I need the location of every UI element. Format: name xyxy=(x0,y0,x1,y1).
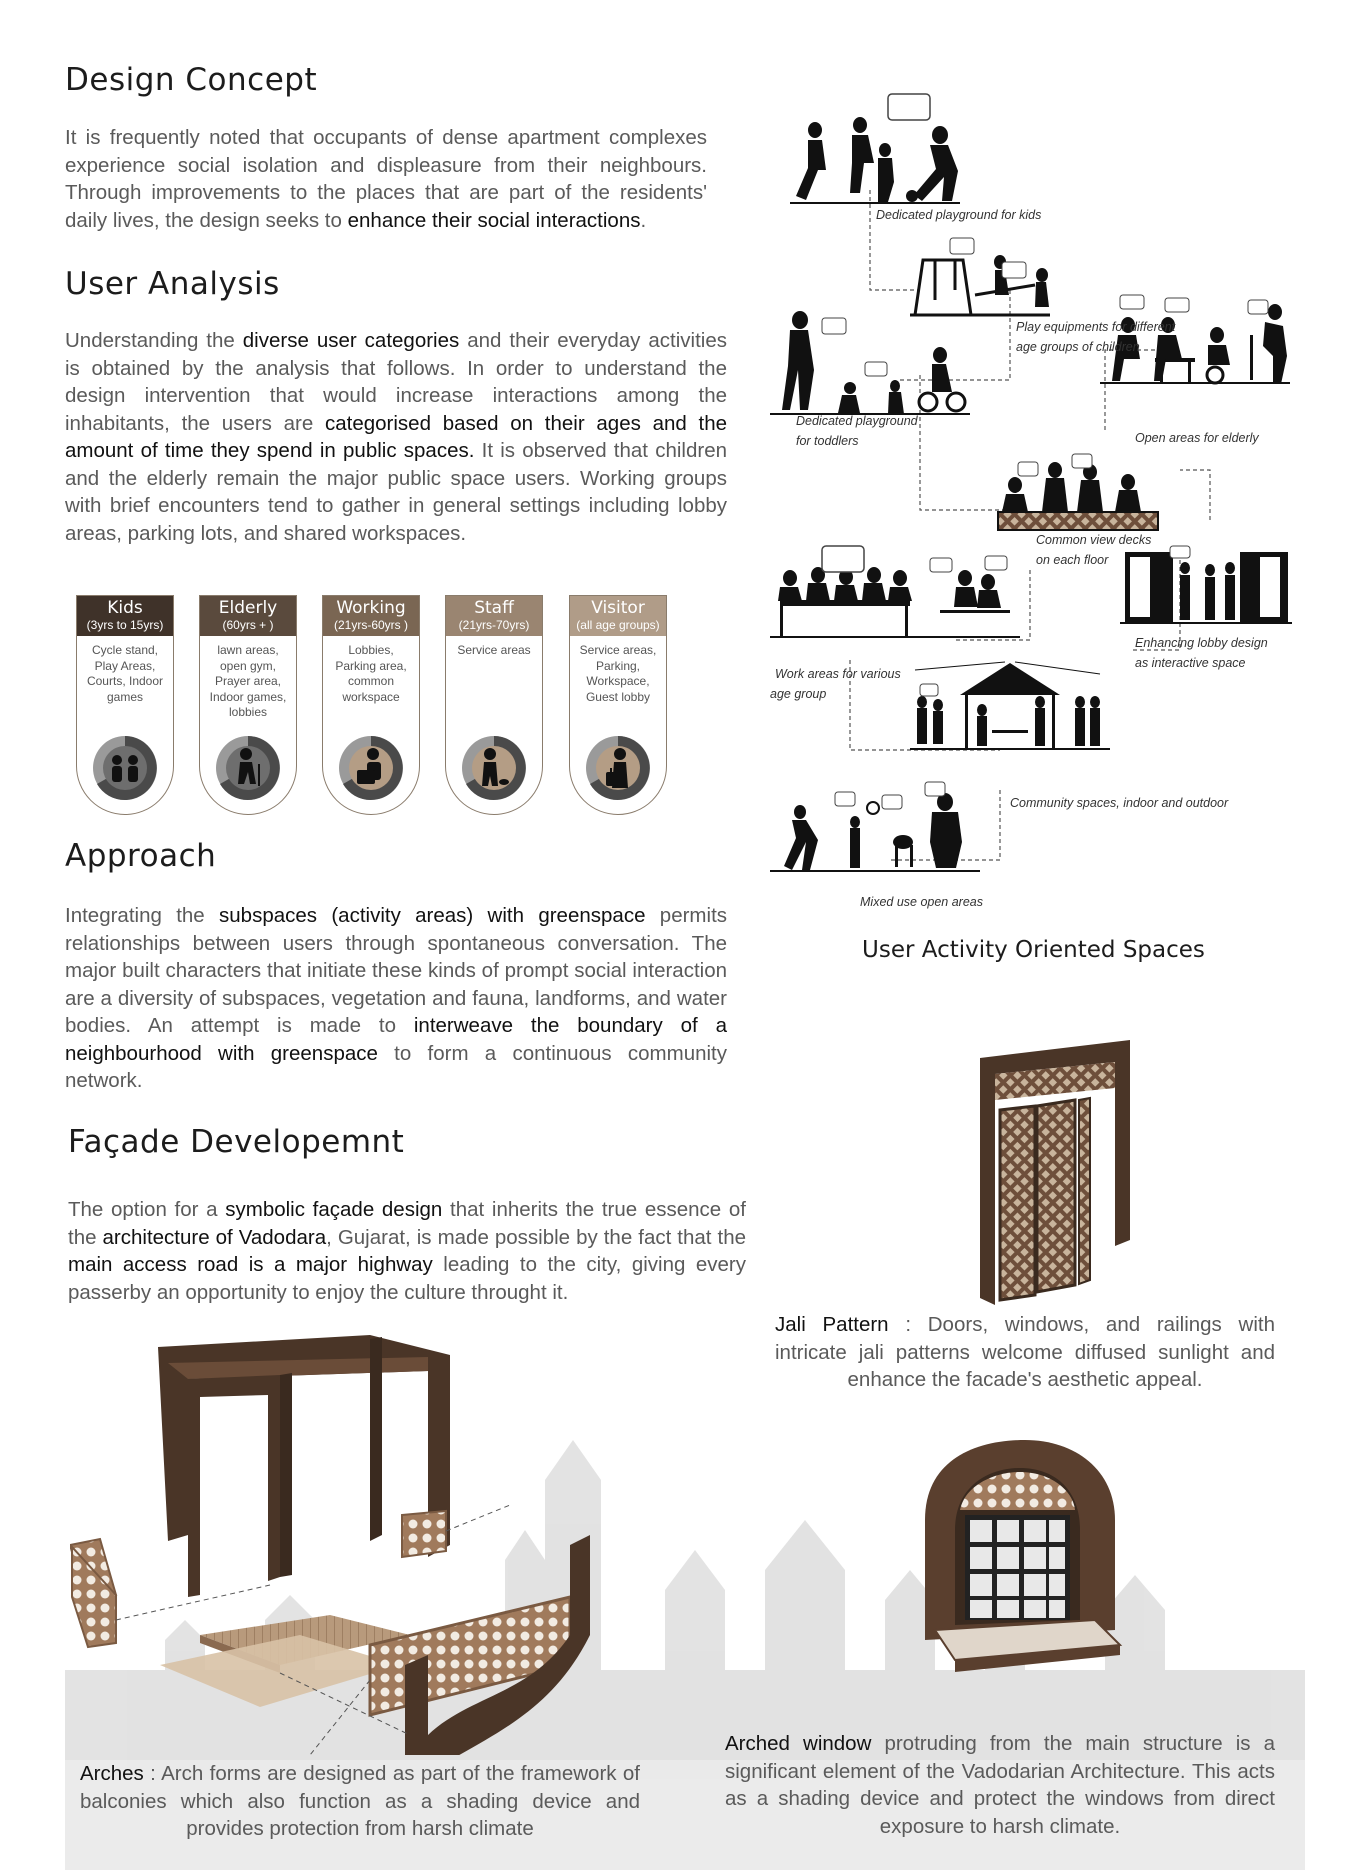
elderly-icon xyxy=(214,734,282,802)
label-lobby-1: Enhancing lobby design xyxy=(1135,636,1268,650)
label-play-equipment-2: age groups of children xyxy=(1016,340,1140,354)
card-header xyxy=(200,596,296,636)
user-analysis-heading: User Analysis xyxy=(65,266,280,302)
worker-icon xyxy=(337,734,405,802)
card-age-range: (21yrs-60yrs ) xyxy=(333,618,408,632)
label-elderly-areas: Open areas for elderly xyxy=(1135,431,1259,445)
jali-door-illustration xyxy=(975,1040,1135,1305)
label-lobby-2: as interactive space xyxy=(1135,656,1246,670)
user-card-elderly xyxy=(199,595,297,815)
staff-icon xyxy=(460,734,528,802)
card-title: Elderly xyxy=(218,598,278,618)
user-card-kids xyxy=(76,595,174,815)
label-view-decks-1: Common view decks xyxy=(1036,533,1152,547)
label-toddlers-1: Dedicated playground xyxy=(796,414,918,428)
design-concept-heading: Design Concept xyxy=(65,62,318,98)
kids-icon xyxy=(91,734,159,802)
card-areas: Lobbies, Parking area, common workspace xyxy=(335,643,407,704)
label-mixed-use: Mixed use open areas xyxy=(860,895,983,909)
card-age-range: (all age groups) xyxy=(576,618,660,632)
card-areas: lawn areas, open gym, Prayer area, Indoor games, lobbies xyxy=(209,643,287,719)
label-kids-playground: Dedicated playground for kids xyxy=(876,208,1042,222)
community-tent-silhouette xyxy=(910,662,1110,750)
label-community-spaces: Community spaces, indoor and outdoor xyxy=(1010,796,1229,810)
card-header xyxy=(570,596,666,636)
user-card-staff xyxy=(445,595,543,815)
card-header xyxy=(323,596,419,636)
card-areas: Service areas xyxy=(457,643,531,657)
label-toddlers-2: for toddlers xyxy=(796,434,859,448)
card-areas: Service areas, Parking, Workspace, Guest lobby xyxy=(579,643,657,704)
label-view-decks-2: on each floor xyxy=(1036,553,1109,567)
diagram-title: User Activity Oriented Spaces xyxy=(862,937,1205,963)
card-age-range: (21yrs-70yrs) xyxy=(458,618,530,632)
label-play-equipment-1: Play equipments for different xyxy=(1016,320,1176,334)
swing-set-silhouette xyxy=(910,260,1050,315)
user-analysis-paragraph: Understanding the diverse user categories and their everyday activities is obtained by the analysis that follows. In order to understand the design intervention that would increase interactions among the inhabitants, the users are categorised based on their ages and the amount of time they spend in public spaces. It is observed that children and the elderly remain the major public space users. Working groups with brief encounters tend to gather in general settings including lobby areas, parking lots, and shared workspaces. xyxy=(65,329,728,545)
work-area-silhouette xyxy=(770,567,1020,638)
arches-exploded-illustration xyxy=(70,1335,710,1755)
card-title: Staff xyxy=(474,598,514,618)
facade-paragraph: The option for a symbolic façade design that inherits the true essence of the architecture of Vadodara, Gujarat, is made possible by the fact that the main access road is a major highway leading to the city, giving every passerby an opportunity to enjoy the culture throught it. xyxy=(68,1198,746,1304)
card-title: Kids xyxy=(107,598,143,618)
user-card-visitor xyxy=(569,595,667,815)
jali-caption: Jali Pattern : Doors, windows, and railings with intricate jali patterns welcome diffused sunlight and enhance the facade's aesthetic appeal. xyxy=(775,1313,1275,1391)
visitor-icon xyxy=(584,734,652,802)
mixed-use-silhouette xyxy=(770,793,980,872)
label-work-areas-2: age group xyxy=(770,687,827,701)
lobby-silhouette xyxy=(1120,552,1292,624)
card-header xyxy=(446,596,542,636)
card-age-range: (60yrs + ) xyxy=(222,618,274,632)
arched-window-illustration xyxy=(915,1440,1125,1680)
card-areas: Cycle stand, Play Areas, Courts, Indoor games xyxy=(86,643,164,704)
approach-paragraph: Integrating the subspaces (activity areas) with greenspace permits relationships between users through spontaneous conversation. The major built characters that initiate these kinds of prompt social interaction are a diversity of subspaces, vegetation and fauna, landforms, and water bodies. An attempt is made to interweave the boundary of a neighbourhood with greenspace to form a continuous community network. xyxy=(65,904,728,1092)
card-title: Working xyxy=(336,598,406,618)
card-title: Visitor xyxy=(591,598,645,618)
facade-heading: Façade Developemnt xyxy=(68,1124,405,1160)
card-header xyxy=(77,596,173,636)
approach-heading: Approach xyxy=(65,838,217,874)
arched-window-caption: Arched window protruding from the main structure is a significant element of the Vadodarian Architecture. This acts as a shading device and protect the windows from direct exposure to harsh climate. xyxy=(725,1732,1275,1838)
arches-caption: Arches : Arch forms are designed as part of the framework of balconies which also function as a shading device and provides protection from harsh climate xyxy=(80,1762,640,1840)
card-age-range: (3yrs to 15yrs) xyxy=(86,618,164,632)
kids-playground-silhouette xyxy=(790,117,960,204)
label-work-areas-1: Work areas for various xyxy=(775,667,901,681)
design-concept-paragraph: It is frequently noted that occupants of dense apartment complexes experience social isolation and displeasure from their neighbours. Through improvements to the places that are part of the residents' daily lives, the design seeks to enhance their social interactions. xyxy=(65,126,707,232)
user-card-working xyxy=(322,595,420,815)
